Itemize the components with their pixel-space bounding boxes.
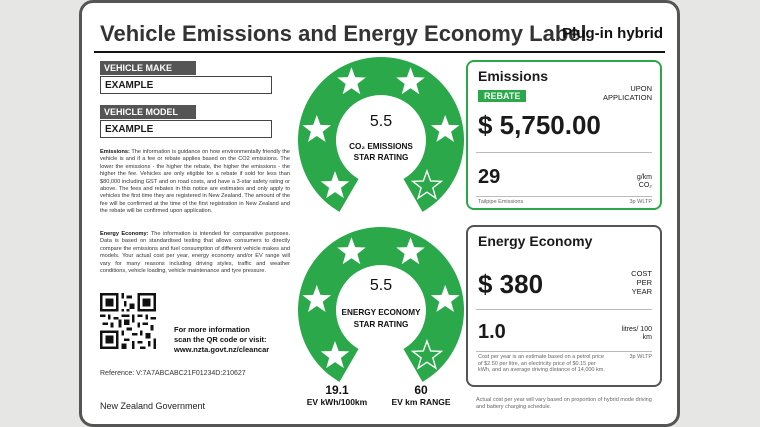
bottom-note: Actual cost per year will vary based on proportion of hybrid mode driving and battery charging schedule. [476,397,652,410]
vehicle-make-label: VEHICLE MAKE [100,61,196,75]
cost-footnote: Cost per year is an estimate based on a petrol price of $2.50 per litre, an electricity price of $0.15 per kWh, and an average driving distance of 14,000 km. [478,354,605,373]
emissions-star-gauge [296,55,466,225]
energy-rating-line1: ENERGY ECONOMY [341,308,421,317]
rebate-badge: REBATE [478,90,526,102]
more-info-url[interactable]: www.nzta.govt.nz/cleancar [174,345,270,354]
emissions-panel-title: Emissions [478,68,549,84]
emissions-paragraph [100,149,290,216]
rebate-amount: $ 5,750.00 [478,110,601,140]
panel-divider [476,196,652,197]
emissions-paragraph-head: Emissions: [100,149,130,155]
emissions-paragraph-text: The information is guidance on how environmentally friendly the vehicle is and if a fee or rebate applies based on the CO2 emissions. The lower the emissions - the higher the rebate, the higher the emissions - the higher the fee. Vehicles are only eligible for a rebate if sold for less than $80,000 including GST and on road costs, and have a 3-star safety rating or above. The fees and rebates in this notice are estimates and only apply to vehicles the first time they are registered in New Zealand. The amount of the fee will be confirmed at the time of the first registration in New Zealand and the rebate will be confirmed upon application. [100,149,290,215]
label-title: Vehicle Emissions and Energy Economy Label [100,21,587,46]
ev-kwh-value: 19.1 [325,383,349,397]
energy-rating-line2: STAR RATING [353,320,409,329]
ev-range-label: EV km RANGE [391,397,451,407]
panel-divider [476,309,652,310]
cost-per-year-unit: COST PER YEAR [631,269,652,296]
ev-range-value: 60 [414,383,428,397]
vehicle-model-value: EXAMPLE [100,120,272,138]
emissions-method: 3p WLTP [629,199,652,205]
ev-kwh-label: EV kWh/100km [306,397,368,407]
emissions-rating-line1: CO₂ EMISSIONS [349,142,413,151]
energy-panel [466,225,662,387]
title-divider [94,51,665,53]
more-info [174,325,269,355]
more-info-line1: For more information [174,325,250,334]
consumption-value: 1.0 [478,321,506,343]
cost-per-year-value: $ 380 [478,269,544,299]
co2-unit: g/km CO₂ [636,174,652,189]
ev-kwh-stat [302,383,372,407]
energy-method: 3p WLTP [629,354,652,360]
panel-divider [476,152,652,153]
emissions-label [79,0,680,427]
emissions-star-ring [296,55,466,225]
energy-paragraph-text: The information is intended for comparative purposes. Data is based on standardised testing that allows consumers to directly compare the emissions and fuel consumption of different vehicle makes and models. Your actual cost per year, energy economy and/or EV range will vary for many reasons including driving styles, traffic and weather conditions, vehicle loading, vehicle maintenance and tyre pressure. [100,231,291,275]
upon-application-text: UPON APPLICATION [602,84,652,102]
panel-divider [476,351,652,352]
vehicle-type: Plug-in hybrid [562,25,663,42]
consumption-unit: litres/ 100 km [621,326,652,341]
tailpipe-footnote: Tailpipe Emissions [478,199,524,205]
more-info-line2: scan the QR code or visit: [174,335,267,344]
energy-star-gauge [296,225,466,395]
qr-code-icon[interactable] [100,293,156,349]
ev-range-stat [384,383,458,407]
co2-value: 29 [478,166,501,188]
energy-rating-value: 5.5 [369,277,393,294]
vehicle-make-value: EXAMPLE [100,76,272,94]
emissions-panel [466,60,662,210]
energy-paragraph-head: Energy Economy: [100,231,149,237]
nz-government-logo: New Zealand Government [100,401,206,411]
reference-code: Reference: V:7A7ABCABC21F01234D:210627 [100,370,246,377]
vehicle-model-label: VEHICLE MODEL [100,105,196,119]
emissions-rating-line2: STAR RATING [353,153,409,162]
energy-paragraph [100,231,290,275]
emissions-rating-value: 5.5 [369,113,393,130]
energy-panel-title: Energy Economy [478,233,593,249]
